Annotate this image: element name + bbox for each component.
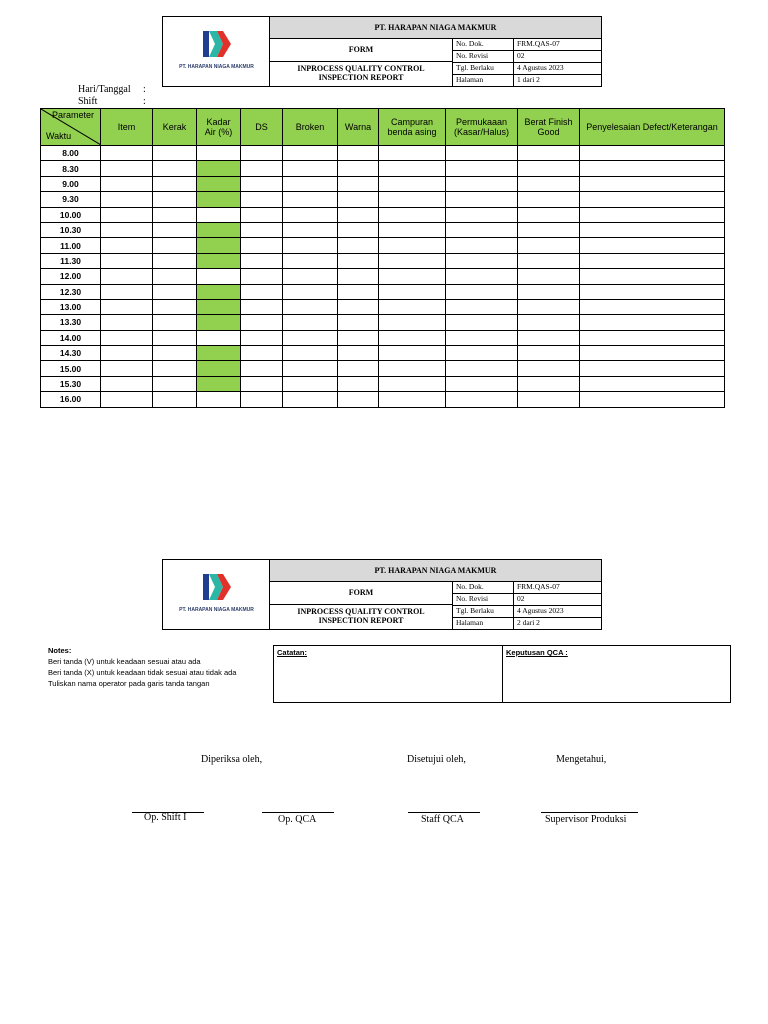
input-cell[interactable] <box>518 161 580 176</box>
time-cell: 15.00 <box>41 361 101 376</box>
input-cell[interactable] <box>101 376 153 391</box>
form-title-line2: INSPECTION REPORT <box>318 73 404 82</box>
input-cell[interactable] <box>197 238 241 253</box>
col-penyelesaian: Penyelesaian Defect/Keterangan <box>580 109 725 146</box>
input-cell[interactable] <box>101 346 153 361</box>
input-cell[interactable] <box>153 146 197 161</box>
input-cell[interactable] <box>379 269 446 284</box>
time-cell: 10.00 <box>41 207 101 222</box>
input-cell[interactable] <box>379 146 446 161</box>
table-row <box>41 161 725 176</box>
input-cell[interactable] <box>580 238 725 253</box>
input-cell[interactable] <box>283 253 338 268</box>
input-cell[interactable] <box>197 161 241 176</box>
input-cell[interactable] <box>283 346 338 361</box>
input-cell[interactable] <box>446 207 518 222</box>
meta-key: No. Revisi <box>456 594 489 603</box>
meta-value: 2 dari 2 <box>517 618 540 627</box>
input-cell[interactable] <box>197 146 241 161</box>
col-kadar-air: Kadar Air (%) <box>197 109 241 146</box>
input-cell[interactable] <box>153 315 197 330</box>
meta-key: No. Dok. <box>456 39 484 48</box>
input-cell[interactable] <box>153 253 197 268</box>
document-meta <box>453 38 601 86</box>
table-row <box>41 269 725 284</box>
input-cell[interactable] <box>153 392 197 407</box>
notes-block <box>48 645 236 689</box>
col-warna: Warna <box>338 109 379 146</box>
input-cell[interactable] <box>241 361 283 376</box>
table-row <box>41 361 725 376</box>
input-cell[interactable] <box>197 299 241 314</box>
input-cell[interactable] <box>518 269 580 284</box>
input-cell[interactable] <box>446 222 518 237</box>
meta-key: No. Revisi <box>456 51 489 60</box>
table-row <box>41 207 725 222</box>
input-cell[interactable] <box>338 392 379 407</box>
company-logo <box>163 560 270 629</box>
input-cell[interactable] <box>101 361 153 376</box>
input-cell[interactable] <box>153 192 197 207</box>
input-cell[interactable] <box>518 330 580 345</box>
input-cell[interactable] <box>197 376 241 391</box>
input-cell[interactable] <box>446 192 518 207</box>
input-cell[interactable] <box>446 161 518 176</box>
input-cell[interactable] <box>283 299 338 314</box>
input-cell[interactable] <box>446 284 518 299</box>
input-cell[interactable] <box>241 346 283 361</box>
logo-text: PT. HARAPAN NIAGA MAKMUR <box>179 607 254 613</box>
input-cell[interactable] <box>379 192 446 207</box>
input-cell[interactable] <box>338 253 379 268</box>
input-cell[interactable] <box>518 207 580 222</box>
input-cell[interactable] <box>101 284 153 299</box>
form-title-line1: INPROCESS QUALITY CONTROL <box>297 64 425 73</box>
time-cell: 9.30 <box>41 192 101 207</box>
input-cell[interactable] <box>338 346 379 361</box>
input-cell[interactable] <box>197 253 241 268</box>
input-cell[interactable] <box>153 222 197 237</box>
time-cell: 8.30 <box>41 161 101 176</box>
notes-line: Beri tanda (V) untuk keadaan sesuai atau ada <box>48 657 201 666</box>
time-cell: 14.30 <box>41 346 101 361</box>
table-row <box>41 330 725 345</box>
input-cell[interactable] <box>446 330 518 345</box>
input-cell[interactable] <box>153 330 197 345</box>
col-broken: Broken <box>283 109 338 146</box>
table-row <box>41 346 725 361</box>
input-cell[interactable] <box>283 176 338 191</box>
input-cell[interactable] <box>101 192 153 207</box>
logo-icon <box>203 574 231 600</box>
input-cell[interactable] <box>518 176 580 191</box>
input-cell[interactable] <box>197 392 241 407</box>
input-cell[interactable] <box>379 176 446 191</box>
mengetahui-label: Mengetahui, <box>556 754 607 765</box>
keputusan-label: Keputusan QCA : <box>506 648 568 657</box>
form-title <box>270 62 453 86</box>
input-cell[interactable] <box>518 361 580 376</box>
input-cell[interactable] <box>283 330 338 345</box>
input-cell[interactable] <box>283 361 338 376</box>
input-cell[interactable] <box>153 361 197 376</box>
input-cell[interactable] <box>338 361 379 376</box>
col-berat: Berat Finish Good <box>518 109 580 146</box>
input-cell[interactable] <box>197 207 241 222</box>
input-cell[interactable] <box>101 392 153 407</box>
input-cell[interactable] <box>101 176 153 191</box>
meta-value: 02 <box>517 594 525 603</box>
catatan-box[interactable] <box>273 645 503 703</box>
meta-value: 1 dari 2 <box>517 75 540 84</box>
table-row <box>41 253 725 268</box>
table-row <box>41 222 725 237</box>
notes-line: Beri tanda (X) untuk keadaan tidak sesuai atau tidak ada <box>48 668 237 677</box>
input-cell[interactable] <box>241 392 283 407</box>
input-cell[interactable] <box>446 376 518 391</box>
hari-tanggal-label: Hari/Tanggal <box>78 84 131 95</box>
input-cell[interactable] <box>379 238 446 253</box>
input-cell[interactable] <box>379 253 446 268</box>
catatan-label: Catatan: <box>277 648 308 657</box>
input-cell[interactable] <box>241 376 283 391</box>
meta-value: 02 <box>517 51 525 60</box>
logo-icon <box>203 31 231 57</box>
input-cell[interactable] <box>241 161 283 176</box>
input-cell[interactable] <box>241 299 283 314</box>
meta-key: Halaman <box>456 618 484 627</box>
corner-parameter: Parameter <box>51 110 94 120</box>
input-cell[interactable] <box>379 284 446 299</box>
col-ds: DS <box>241 109 283 146</box>
diperiksa-label: Diperiksa oleh, <box>201 754 263 765</box>
signer-op-shift: Op. Shift I <box>144 812 187 823</box>
input-cell[interactable] <box>197 269 241 284</box>
input-cell[interactable] <box>241 238 283 253</box>
input-cell[interactable] <box>446 253 518 268</box>
input-cell[interactable] <box>446 346 518 361</box>
time-cell: 11.00 <box>41 238 101 253</box>
logo-text: PT. HARAPAN NIAGA MAKMUR <box>179 64 254 70</box>
col-campuran: Campuran benda asing <box>379 109 446 146</box>
input-cell[interactable] <box>580 330 725 345</box>
col-item: Item <box>101 109 153 146</box>
input-cell[interactable] <box>101 238 153 253</box>
signature-line[interactable] <box>262 812 334 813</box>
input-cell[interactable] <box>101 222 153 237</box>
input-cell[interactable] <box>241 207 283 222</box>
input-cell[interactable] <box>241 176 283 191</box>
meta-key: Tgl. Berlaku <box>456 63 494 72</box>
table-row <box>41 315 725 330</box>
meta-key: Tgl. Berlaku <box>456 606 494 615</box>
form-header-page-2 <box>162 559 602 630</box>
input-cell[interactable] <box>518 315 580 330</box>
input-cell[interactable] <box>580 207 725 222</box>
input-cell[interactable] <box>379 392 446 407</box>
input-cell[interactable] <box>580 346 725 361</box>
input-cell[interactable] <box>241 146 283 161</box>
input-cell[interactable] <box>153 269 197 284</box>
input-cell[interactable] <box>379 330 446 345</box>
input-cell[interactable] <box>153 346 197 361</box>
input-cell[interactable] <box>338 192 379 207</box>
input-cell[interactable] <box>580 284 725 299</box>
signer-staff-qca: Staff QCA <box>421 814 464 825</box>
input-cell[interactable] <box>379 299 446 314</box>
input-cell[interactable] <box>197 361 241 376</box>
input-cell[interactable] <box>518 299 580 314</box>
input-cell[interactable] <box>241 315 283 330</box>
input-cell[interactable] <box>518 376 580 391</box>
time-cell: 8.00 <box>41 146 101 161</box>
input-cell[interactable] <box>101 146 153 161</box>
input-cell[interactable] <box>101 207 153 222</box>
input-cell[interactable] <box>580 176 725 191</box>
input-cell[interactable] <box>580 161 725 176</box>
time-cell: 15.30 <box>41 376 101 391</box>
table-row <box>41 176 725 191</box>
inspection-table <box>40 108 725 408</box>
time-cell: 14.00 <box>41 330 101 345</box>
parameter-waktu-header <box>41 109 101 146</box>
input-cell[interactable] <box>241 222 283 237</box>
input-cell[interactable] <box>379 346 446 361</box>
disetujui-label: Disetujui oleh, <box>407 754 466 765</box>
input-cell[interactable] <box>379 376 446 391</box>
input-cell[interactable] <box>153 161 197 176</box>
input-cell[interactable] <box>580 392 725 407</box>
input-cell[interactable] <box>241 330 283 345</box>
input-cell[interactable] <box>197 284 241 299</box>
document-meta <box>453 581 601 629</box>
input-cell[interactable] <box>153 376 197 391</box>
table-row <box>41 376 725 391</box>
signature-line[interactable] <box>408 812 480 813</box>
col-kerak: Kerak <box>153 109 197 146</box>
form-label: FORM <box>270 38 453 62</box>
signer-op-qca: Op. QCA <box>278 814 317 825</box>
input-cell[interactable] <box>518 192 580 207</box>
input-cell[interactable] <box>379 222 446 237</box>
input-cell[interactable] <box>338 299 379 314</box>
input-cell[interactable] <box>580 315 725 330</box>
input-cell[interactable] <box>338 284 379 299</box>
input-cell[interactable] <box>338 315 379 330</box>
input-cell[interactable] <box>379 315 446 330</box>
input-cell[interactable] <box>197 176 241 191</box>
form-title-line2: INSPECTION REPORT <box>318 616 404 625</box>
input-cell[interactable] <box>518 346 580 361</box>
input-cell[interactable] <box>580 299 725 314</box>
input-cell[interactable] <box>241 284 283 299</box>
time-cell: 13.30 <box>41 315 101 330</box>
input-cell[interactable] <box>197 346 241 361</box>
input-cell[interactable] <box>283 192 338 207</box>
input-cell[interactable] <box>101 299 153 314</box>
input-cell[interactable] <box>153 176 197 191</box>
input-cell[interactable] <box>580 361 725 376</box>
shift-colon: : <box>143 96 146 107</box>
input-cell[interactable] <box>101 315 153 330</box>
input-cell[interactable] <box>379 207 446 222</box>
input-cell[interactable] <box>446 315 518 330</box>
input-cell[interactable] <box>338 207 379 222</box>
input-cell[interactable] <box>241 192 283 207</box>
input-cell[interactable] <box>338 176 379 191</box>
input-cell[interactable] <box>379 361 446 376</box>
meta-value: 4 Agustus 2023 <box>517 63 564 72</box>
input-cell[interactable] <box>153 299 197 314</box>
input-cell[interactable] <box>283 222 338 237</box>
form-label: FORM <box>270 581 453 605</box>
form-title <box>270 605 453 629</box>
form-header-page-1 <box>162 16 602 87</box>
input-cell[interactable] <box>283 392 338 407</box>
company-name: PT. HARAPAN NIAGA MAKMUR <box>270 560 601 582</box>
input-cell[interactable] <box>283 269 338 284</box>
input-cell[interactable] <box>197 315 241 330</box>
input-cell[interactable] <box>338 269 379 284</box>
input-cell[interactable] <box>283 161 338 176</box>
input-cell[interactable] <box>518 238 580 253</box>
input-cell[interactable] <box>153 284 197 299</box>
input-cell[interactable] <box>283 315 338 330</box>
company-logo <box>163 17 270 86</box>
meta-value: FRM.QAS-07 <box>517 39 560 48</box>
input-cell[interactable] <box>518 253 580 268</box>
time-cell: 10.30 <box>41 222 101 237</box>
input-cell[interactable] <box>446 392 518 407</box>
input-cell[interactable] <box>446 361 518 376</box>
input-cell[interactable] <box>580 253 725 268</box>
input-cell[interactable] <box>446 176 518 191</box>
input-cell[interactable] <box>580 269 725 284</box>
input-cell[interactable] <box>153 207 197 222</box>
table-row <box>41 299 725 314</box>
input-cell[interactable] <box>283 207 338 222</box>
input-cell[interactable] <box>446 238 518 253</box>
corner-waktu: Waktu <box>46 131 72 141</box>
meta-value: FRM.QAS-07 <box>517 582 560 591</box>
input-cell[interactable] <box>518 284 580 299</box>
input-cell[interactable] <box>283 238 338 253</box>
input-cell[interactable] <box>518 146 580 161</box>
input-cell[interactable] <box>197 192 241 207</box>
table-row <box>41 284 725 299</box>
table-row <box>41 146 725 161</box>
input-cell[interactable] <box>283 146 338 161</box>
time-cell: 13.00 <box>41 299 101 314</box>
company-name: PT. HARAPAN NIAGA MAKMUR <box>270 17 601 39</box>
input-cell[interactable] <box>338 222 379 237</box>
input-cell[interactable] <box>580 192 725 207</box>
input-cell[interactable] <box>101 253 153 268</box>
time-cell: 12.00 <box>41 269 101 284</box>
form-title-line1: INPROCESS QUALITY CONTROL <box>297 607 425 616</box>
time-cell: 9.00 <box>41 176 101 191</box>
input-cell[interactable] <box>338 161 379 176</box>
input-cell[interactable] <box>446 269 518 284</box>
input-cell[interactable] <box>197 222 241 237</box>
table-row <box>41 392 725 407</box>
time-cell: 12.30 <box>41 284 101 299</box>
input-cell[interactable] <box>518 222 580 237</box>
signer-supervisor: Supervisor Produksi <box>545 814 627 825</box>
input-cell[interactable] <box>197 330 241 345</box>
notes-title: Notes: <box>48 646 72 655</box>
input-cell[interactable] <box>338 376 379 391</box>
input-cell[interactable] <box>446 146 518 161</box>
input-cell[interactable] <box>153 238 197 253</box>
input-cell[interactable] <box>446 299 518 314</box>
table-row <box>41 192 725 207</box>
shift-label: Shift <box>78 96 98 107</box>
keputusan-qca-box[interactable] <box>502 645 731 703</box>
table-row <box>41 238 725 253</box>
signature-line[interactable] <box>541 812 638 813</box>
input-cell[interactable] <box>241 269 283 284</box>
time-cell: 11.30 <box>41 253 101 268</box>
hari-tanggal-colon: : <box>143 84 146 95</box>
input-cell[interactable] <box>101 330 153 345</box>
input-cell[interactable] <box>101 269 153 284</box>
input-cell[interactable] <box>338 330 379 345</box>
meta-value: 4 Agustus 2023 <box>517 606 564 615</box>
input-cell[interactable] <box>580 146 725 161</box>
input-cell[interactable] <box>580 222 725 237</box>
time-cell: 16.00 <box>41 392 101 407</box>
input-cell[interactable] <box>379 161 446 176</box>
notes-line: Tuliskan nama operator pada garis tanda tangan <box>48 679 210 688</box>
input-cell[interactable] <box>241 253 283 268</box>
input-cell[interactable] <box>338 238 379 253</box>
input-cell[interactable] <box>101 161 153 176</box>
meta-key: Halaman <box>456 75 484 84</box>
meta-key: No. Dok. <box>456 582 484 591</box>
input-cell[interactable] <box>338 146 379 161</box>
input-cell[interactable] <box>283 284 338 299</box>
input-cell[interactable] <box>518 392 580 407</box>
input-cell[interactable] <box>283 376 338 391</box>
input-cell[interactable] <box>580 376 725 391</box>
col-permukaan: Permukaaan (Kasar/Halus) <box>446 109 518 146</box>
